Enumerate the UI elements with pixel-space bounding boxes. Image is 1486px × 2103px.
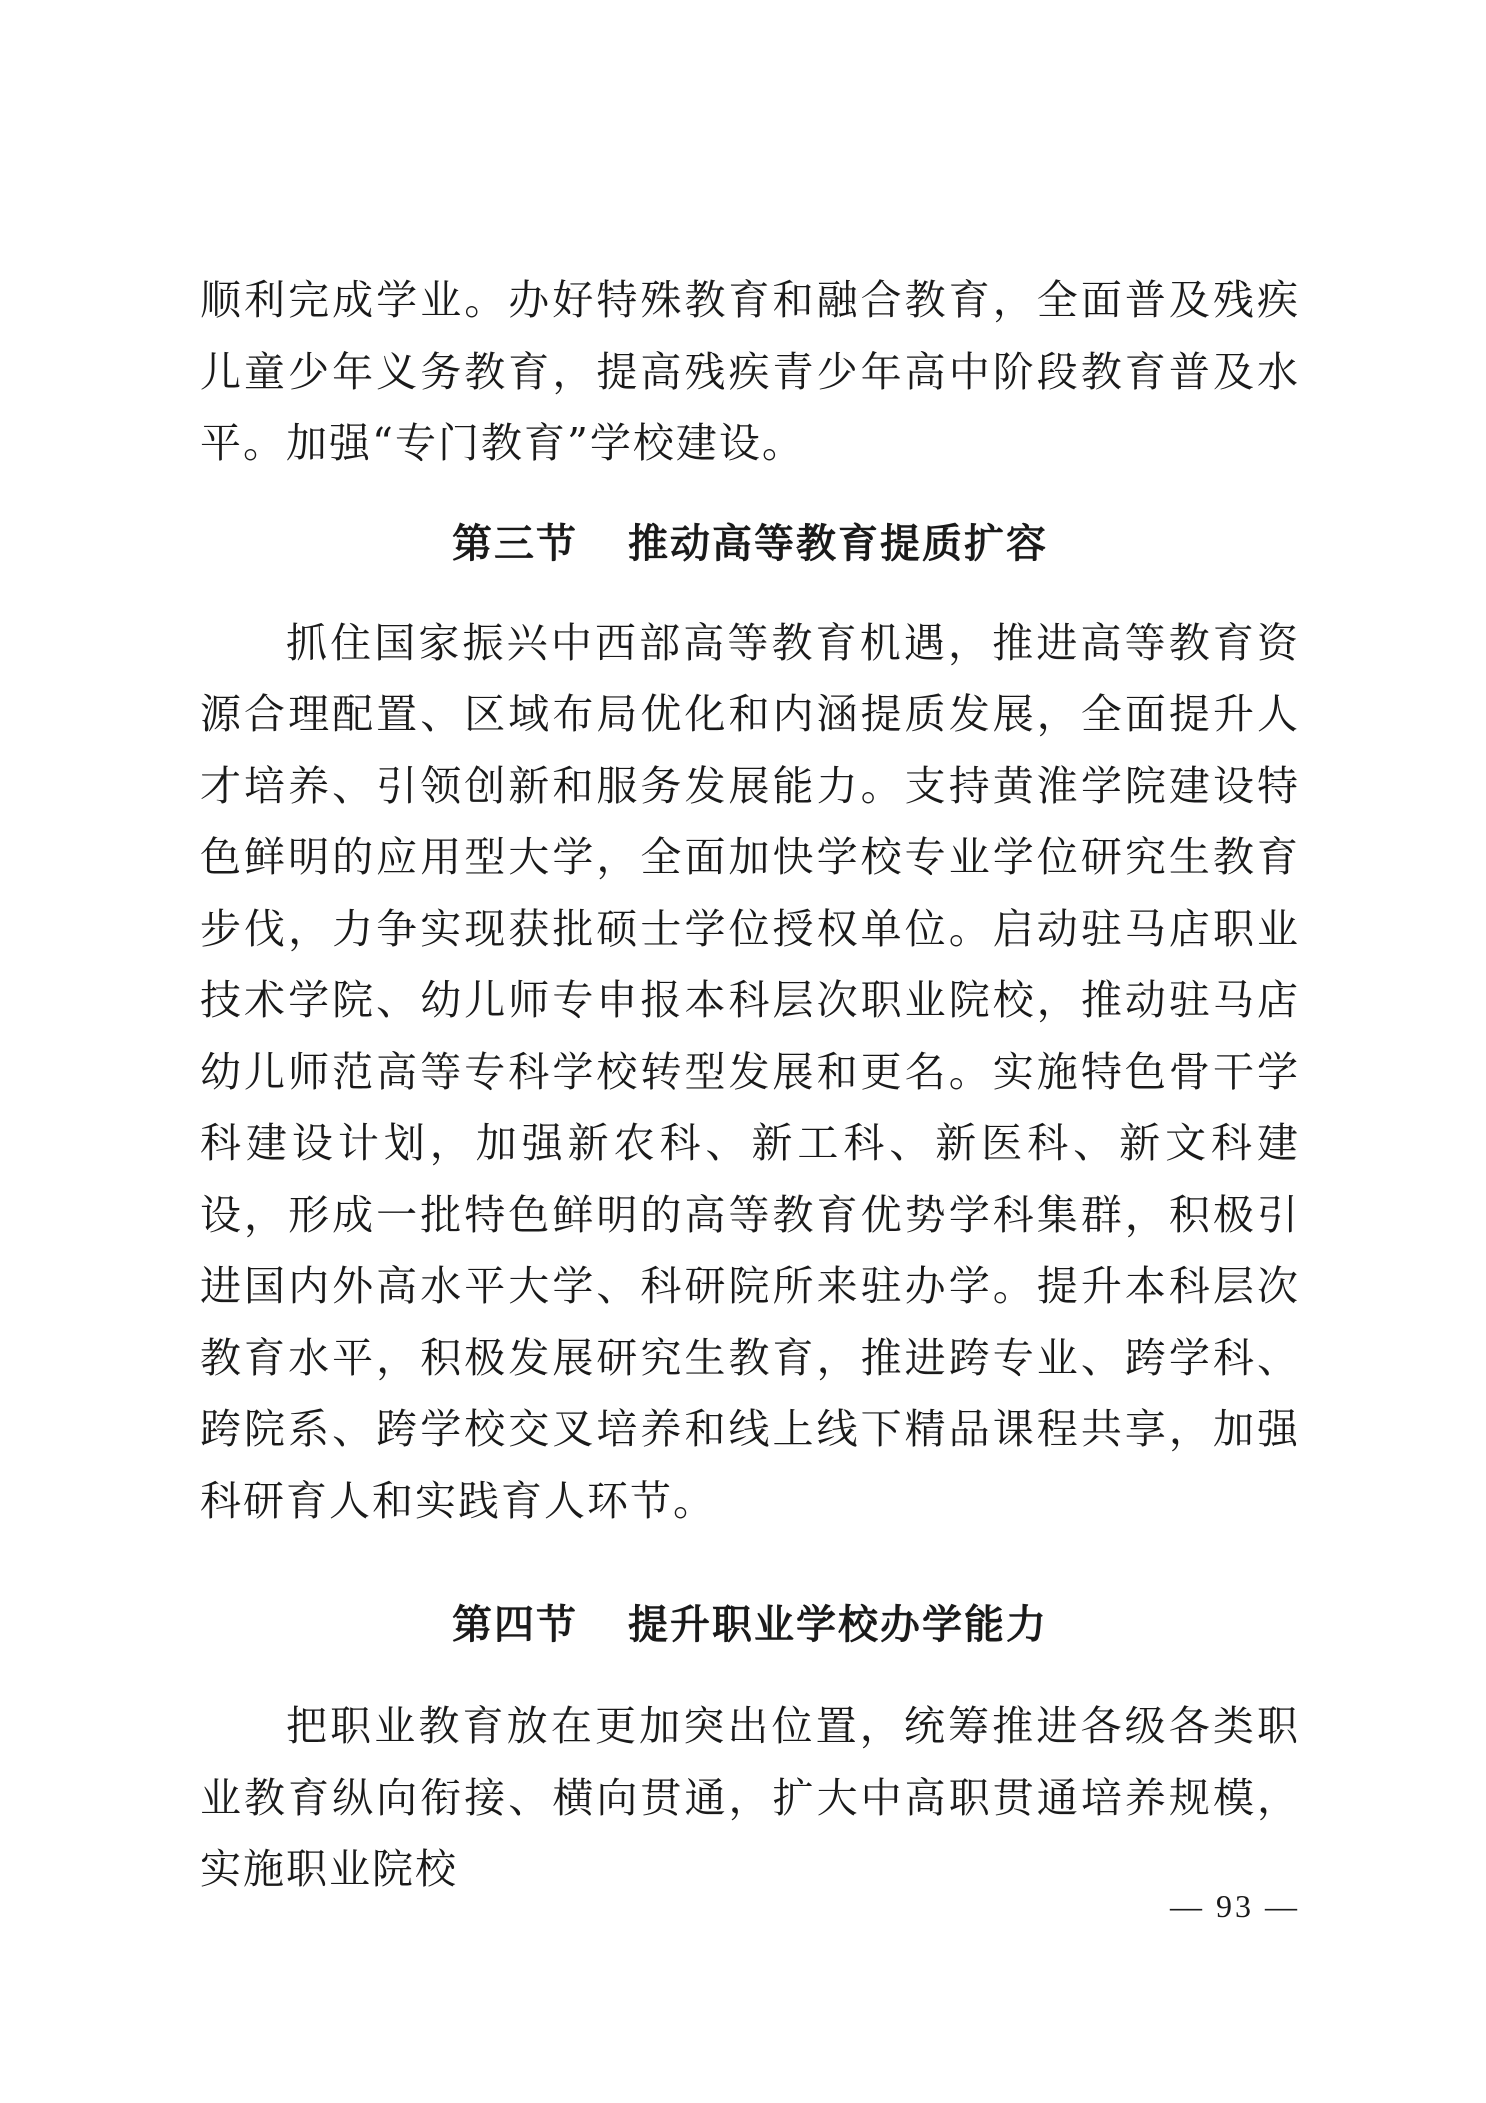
section-heading-3 [200,508,1300,580]
page-number: — 93 — [1170,1888,1300,1924]
section-number: 第四节 [452,1602,578,1648]
section-title: 提升职业学校办学能力 [628,1602,1048,1648]
page-content [200,265,1300,1906]
paragraph-special-education: 顺利完成学业。办好特殊教育和融合教育，全面普及残疾儿童少年义务教育，提高残疾青少年高中阶段教育普及水平。加强“专门教育”学校建设。 [200,276,1300,467]
paragraph-vocational-education: 把职业教育放在更加突出位置，统筹推进各级各类职业教育纵向衔接、横向贯通，扩大中高职贯通培养规模，实施职业院校 [200,1702,1300,1893]
section-title: 推动高等教育提质扩容 [628,520,1048,567]
section-number: 第三节 [452,520,578,567]
section-heading-4 [200,1589,1300,1661]
paragraph-higher-education: 抓住国家振兴中西部高等教育机遇，推进高等教育资源合理配置、区域布局优化和内涵提质发展，全面提升人才培养、引领创新和服务发展能力。支持黄淮学院建设特色鲜明的应用型大学，全面加快学校专业学位研究生教育步伐，力争实现获批硕士学位授权单位。启动驻马店职业技术学院、幼儿师专申报本科层次职业院校，推动驻马店幼儿师范高等专科学校转型发展和更名。实施特色骨干学科建设计划，加强新农科、新工科、新医科、新文科建设，形成一批特色鲜明的高等教育优势学科集群，积极引进国内外高水平大学、科研院所来驻办学。提升本科层次教育水平，积极发展研究生教育，推进跨专业、跨学科、跨院系、跨学校交叉培养和线上线下精品课程共享，加强科研育人和实践育人环节。 [200,618,1300,1525]
